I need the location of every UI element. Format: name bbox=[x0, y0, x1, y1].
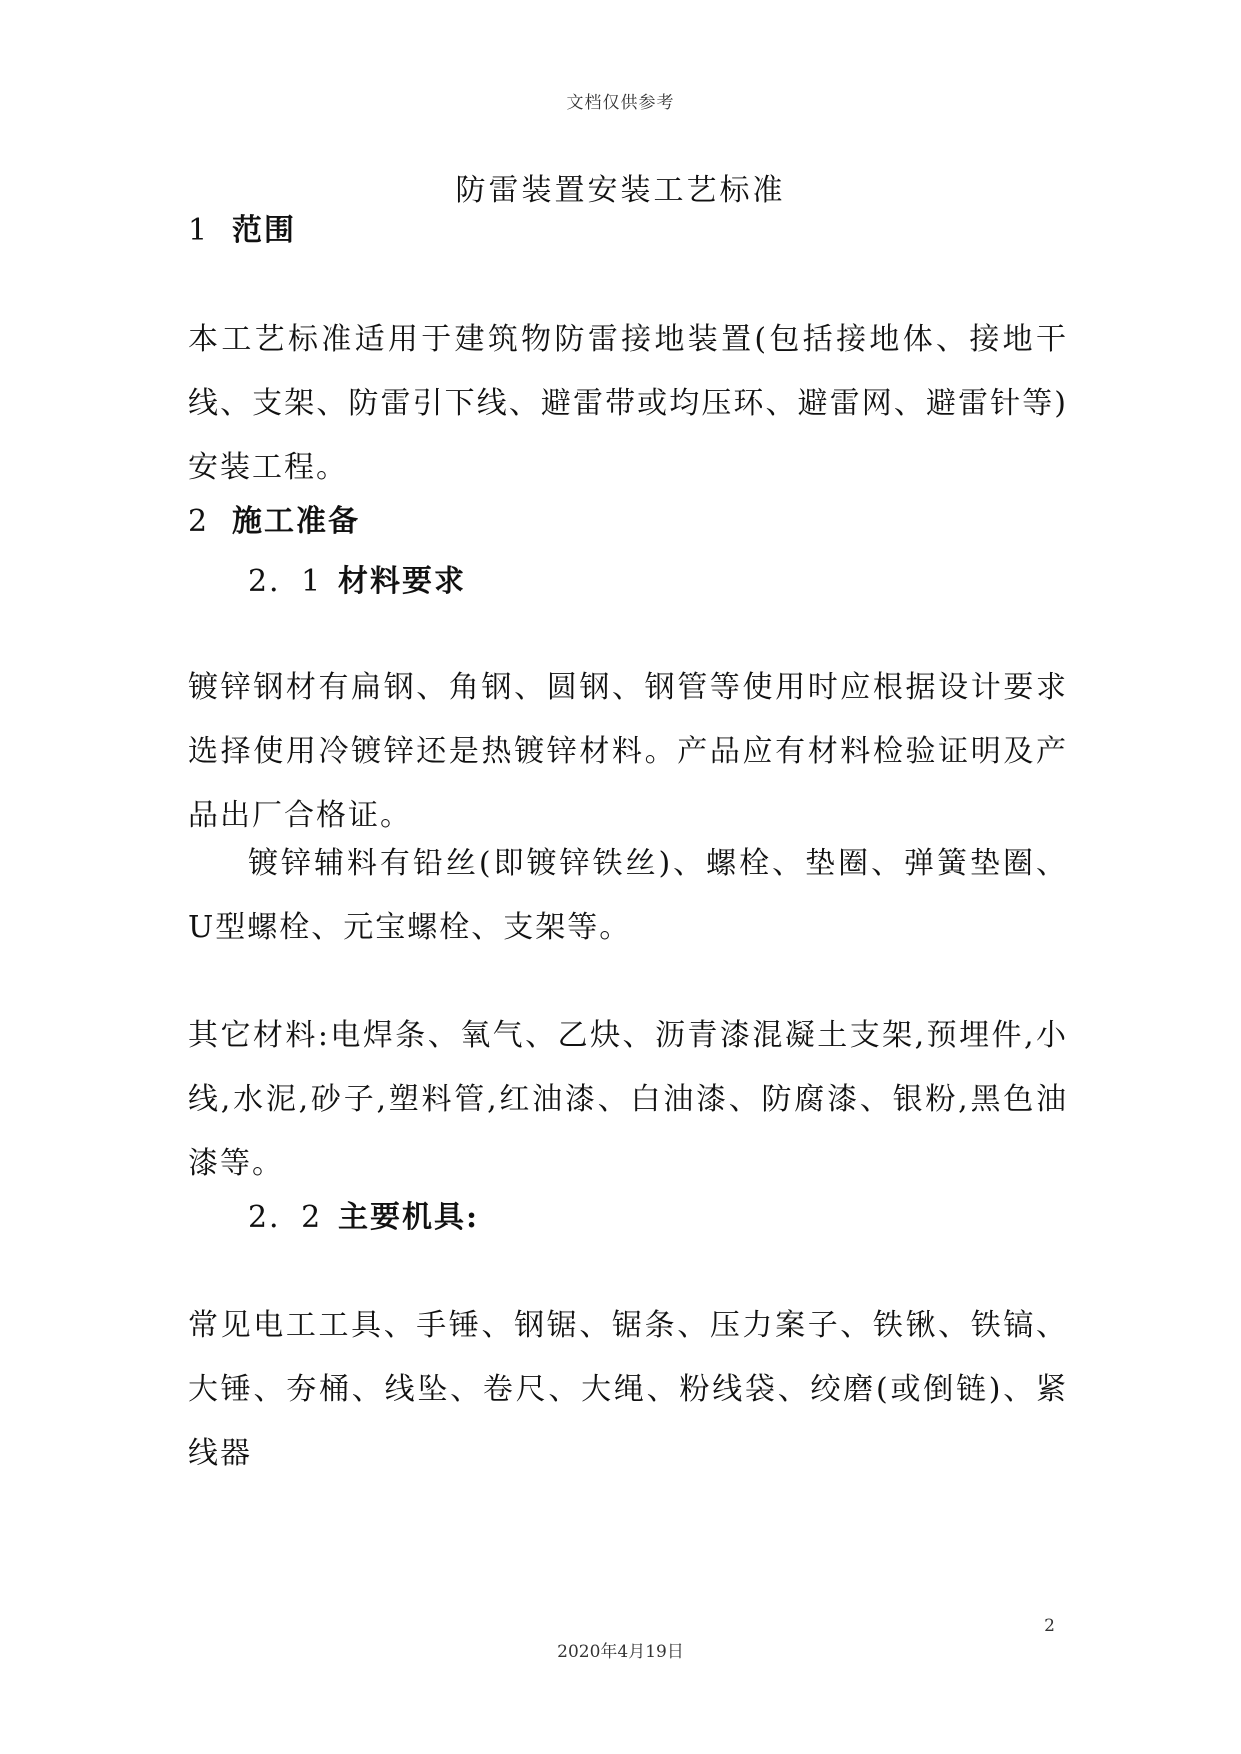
materials-paragraph-3: 其它材料:电焊条、氧气、乙炔、沥青漆混凝土支架,预埋件,小线,水泥,砂子,塑料管,红油漆、白油漆、防腐漆、银粉,黑色油漆等。 bbox=[188, 1018, 1068, 1181]
section-2-2-number: 2．2 bbox=[248, 1200, 323, 1235]
section-1-heading bbox=[188, 205, 1068, 249]
section-2-2-title: 主要机具: bbox=[338, 1200, 480, 1235]
section-1-title: 范围 bbox=[232, 213, 296, 248]
section-2-title: 施工准备 bbox=[232, 504, 360, 539]
section-2-1-body-3 bbox=[188, 1004, 1068, 1196]
document-title: 防雷装置安装工艺标准 bbox=[455, 173, 786, 208]
section-1-paragraph: 本工艺标准适用于建筑物防雷接地装置(包括接地体、接地干线、支架、防雷引下线、避雷带或均压环、避雷网、避雷针等)安装工程。 bbox=[188, 322, 1068, 485]
materials-paragraph-2: 镀锌辅料有铅丝(即镀锌铁丝)、螺栓、垫圈、弹簧垫圈、U型螺栓、元宝螺栓、支架等。 bbox=[188, 846, 1068, 945]
section-2-1-number: 2．1 bbox=[248, 564, 323, 599]
section-2-heading bbox=[188, 496, 1068, 540]
section-2-2-body bbox=[188, 1294, 1068, 1486]
section-2-1-body-1 bbox=[188, 656, 1068, 848]
section-2-1-title: 材料要求 bbox=[338, 564, 466, 599]
page-number: 2 bbox=[1044, 1616, 1055, 1636]
footer-date: 2020年4月19日 bbox=[557, 1642, 684, 1662]
section-2-1-heading bbox=[188, 556, 1128, 600]
section-1-number: 1 bbox=[188, 213, 210, 248]
materials-paragraph-1: 镀锌钢材有扁钢、角钢、圆钢、钢管等使用时应根据设计要求选择使用冷镀锌还是热镀锌材料。产品应有材料检验证明及产品出厂合格证。 bbox=[188, 670, 1068, 833]
page-header: 文档仅供参考 bbox=[566, 93, 675, 113]
tools-paragraph: 常见电工工具、手锤、钢锯、锯条、压力案子、铁锹、铁镐、大锤、夯桶、线坠、卷尺、大绳、粉线袋、绞磨(或倒链)、紧线器 bbox=[188, 1308, 1068, 1471]
section-2-1-body-2 bbox=[188, 832, 1068, 960]
section-2-number: 2 bbox=[188, 504, 210, 539]
section-2-2-heading bbox=[188, 1192, 1128, 1236]
section-1-body bbox=[188, 308, 1068, 500]
